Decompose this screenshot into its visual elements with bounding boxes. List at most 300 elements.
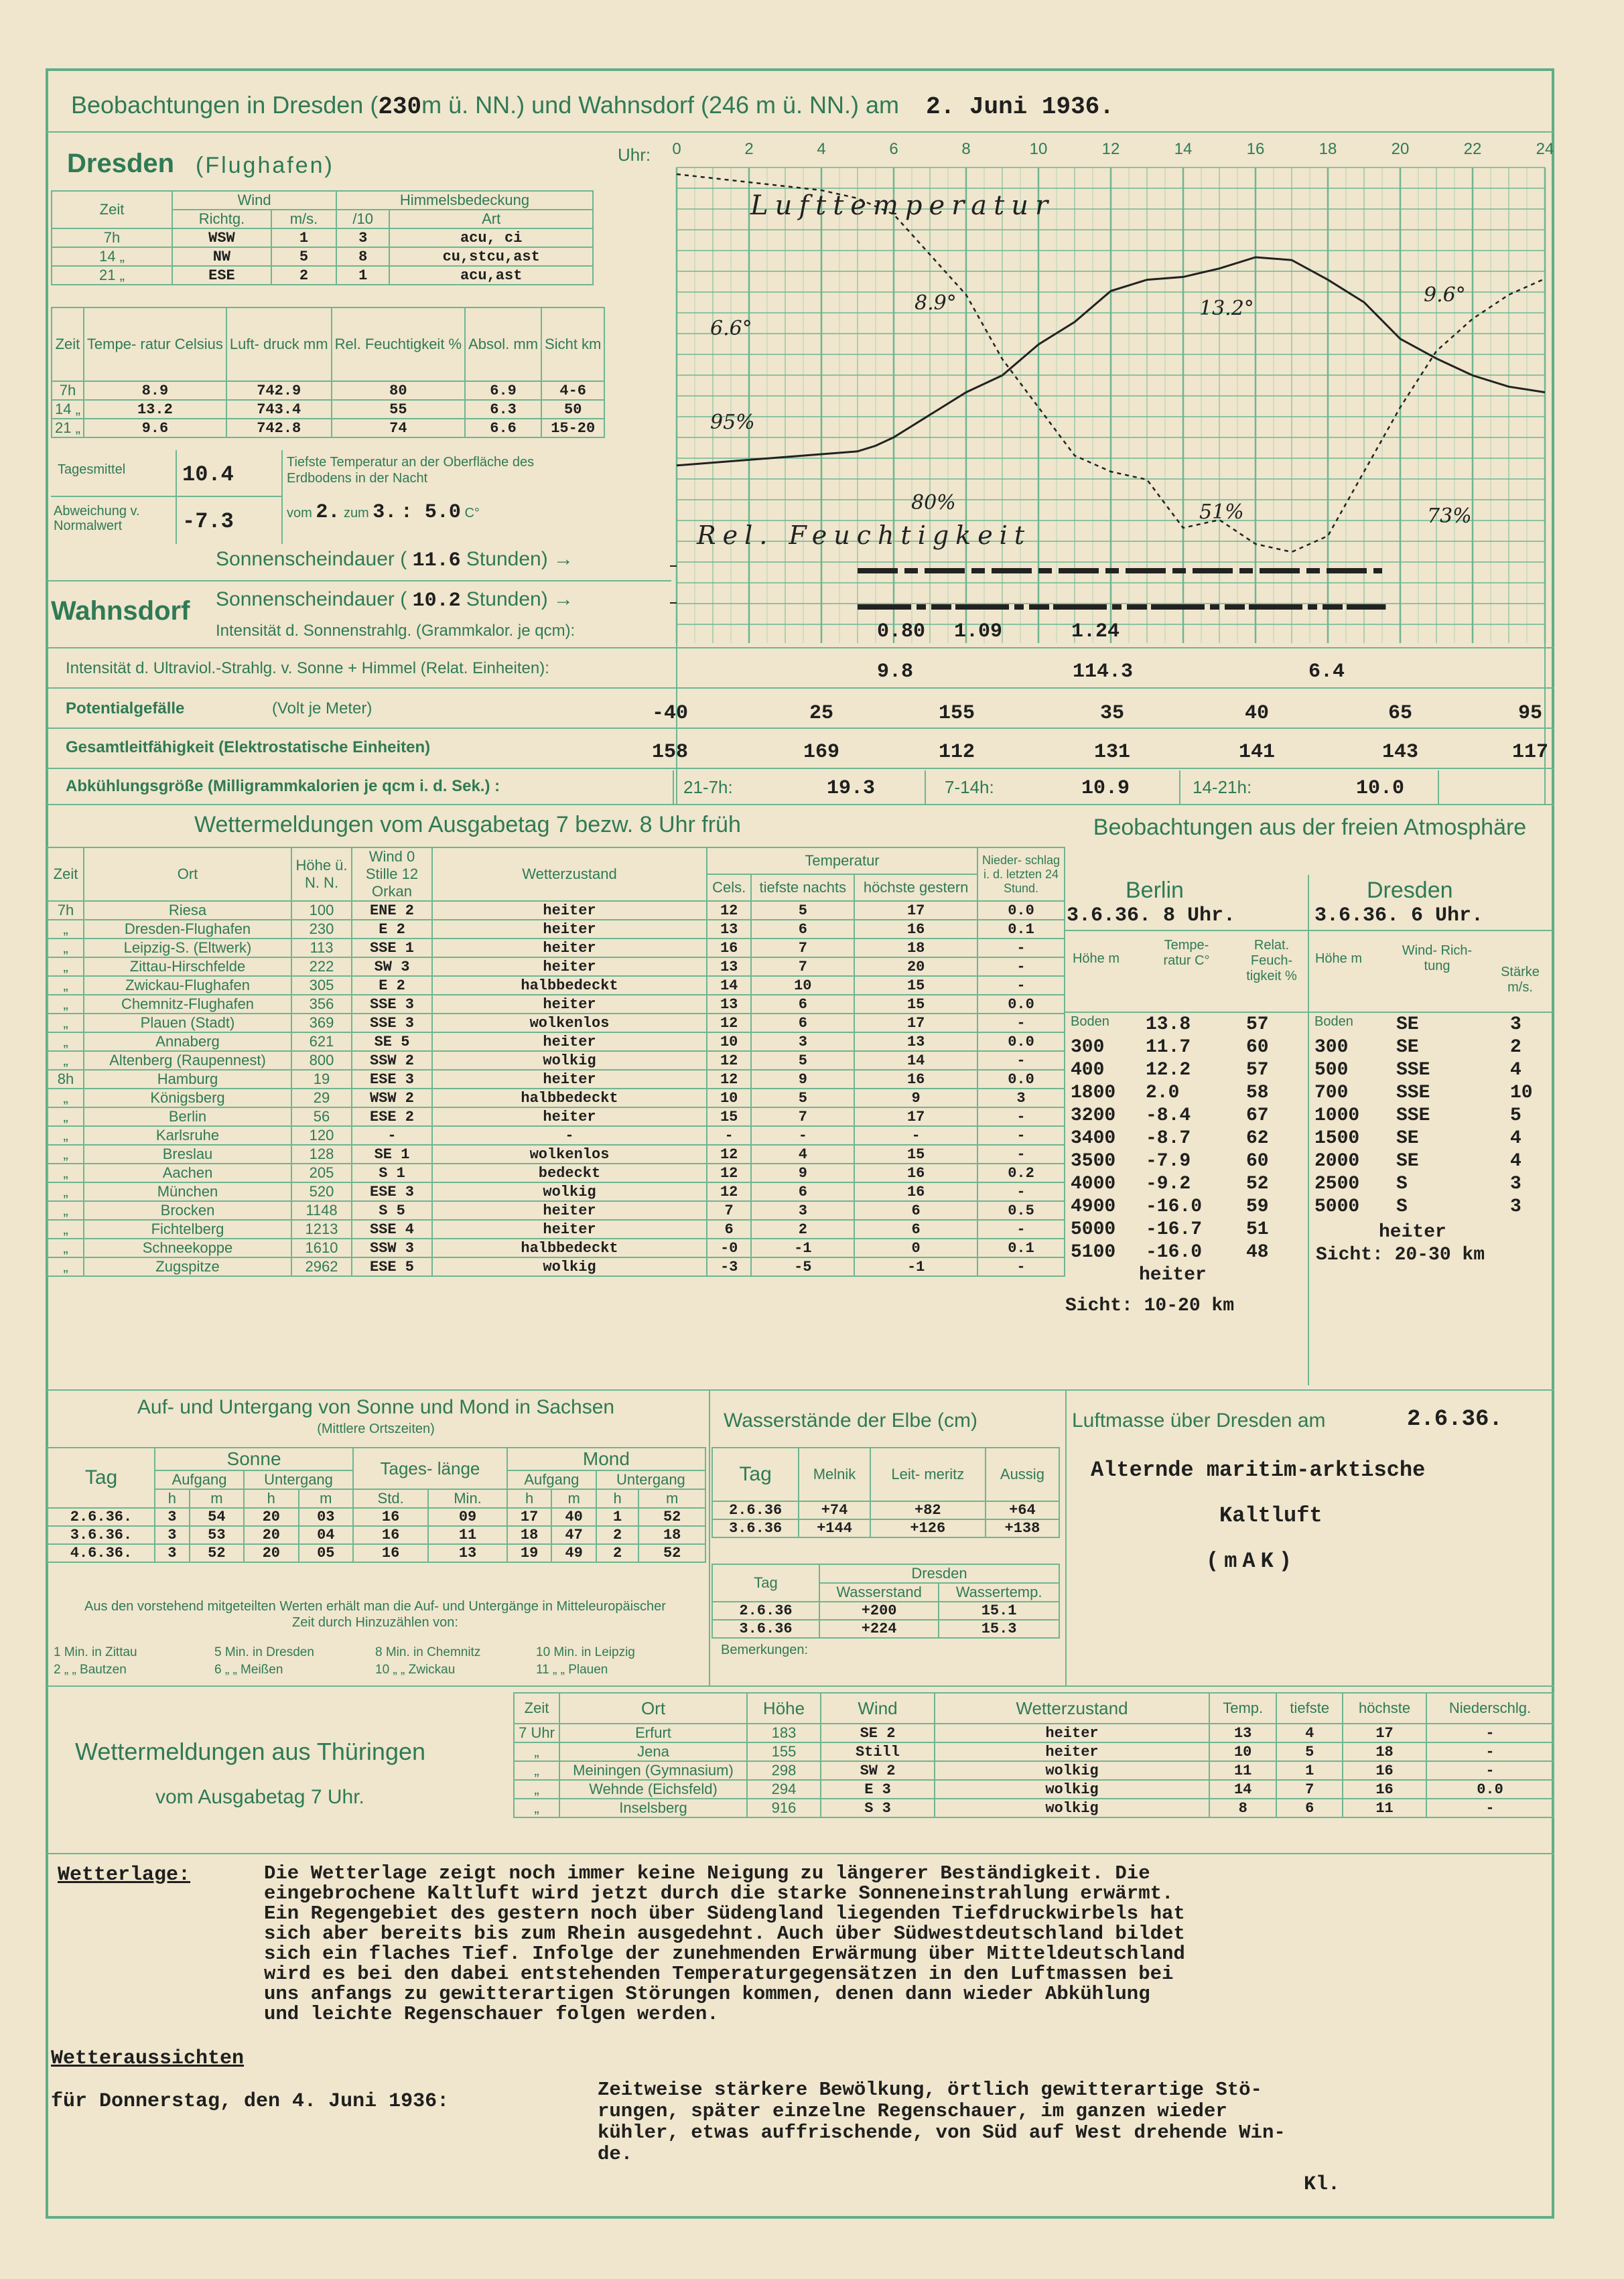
table-cell: 5 xyxy=(751,1051,854,1070)
table-row xyxy=(514,1724,1554,1742)
table-cell: 15.3 xyxy=(939,1620,1059,1638)
atmos-h-staerke: Stärke m/s. xyxy=(1501,965,1540,995)
table-cell: E 2 xyxy=(352,920,432,939)
table-cell: +82 xyxy=(870,1501,986,1519)
elbe-title: Wasserstände der Elbe (cm) xyxy=(724,1409,978,1432)
table-cell: 2962 xyxy=(291,1257,352,1276)
table-cell: ESE 3 xyxy=(352,1182,432,1201)
table-cell: „ xyxy=(48,1257,84,1276)
atmos-dresden-zustand: heiter xyxy=(1379,1222,1446,1243)
table-cell: +200 xyxy=(819,1602,939,1620)
ges-value: 117 xyxy=(1511,741,1549,764)
table-cell: halbbedeckt xyxy=(432,1089,707,1107)
table-row xyxy=(52,419,604,437)
sonne-correction: 10 „ „ Zwickau xyxy=(375,1663,456,1677)
table-cell: 12 xyxy=(707,1070,751,1089)
pot-value: 65 xyxy=(1388,702,1413,725)
table-cell: 13 xyxy=(1209,1724,1276,1742)
table-row xyxy=(48,1014,1065,1032)
wetterlage-line: eingebrochene Kaltluft wird jetzt durch die starke Sonneneinstrahlung erwärmt. xyxy=(264,1882,1174,1905)
intens-label: Intensität d. Sonnenstrahlg. (Grammkalor. je qcm): xyxy=(216,622,576,640)
pot-value: 40 xyxy=(1244,702,1270,725)
table-cell: Dresden-Flughafen xyxy=(84,920,291,939)
atmos-dresden-richt: SSE xyxy=(1396,1060,1430,1081)
table-cell: SSW 2 xyxy=(352,1051,432,1070)
table-cell: 743.4 xyxy=(226,400,332,419)
chart-annotation: 95% xyxy=(710,411,755,434)
table-cell: „ xyxy=(48,1032,84,1051)
table-row xyxy=(514,1742,1554,1761)
table-cell: Karlsruhe xyxy=(84,1126,291,1145)
atmos-title: Beobachtungen aus der freien Atmosphäre xyxy=(1093,815,1527,840)
uv-value: 114.3 xyxy=(1072,661,1134,683)
table-cell: 15 xyxy=(854,995,977,1014)
abk-label: Abkühlungsgröße (Milligrammkalorien je qcm i. d. Sek.) : xyxy=(66,777,500,795)
table-cell: 5 xyxy=(751,901,854,920)
aussichten-line: rungen, später einzelne Regenschauer, im ganzen wieder xyxy=(598,2100,1227,2122)
table-cell: 6 xyxy=(1276,1799,1343,1817)
table-cell: S 5 xyxy=(352,1201,432,1220)
table-cell: - xyxy=(1426,1799,1554,1817)
table-cell: 74 xyxy=(332,419,466,437)
chart-annotation: 51% xyxy=(1199,500,1244,524)
table-cell: Zwickau-Flughafen xyxy=(84,976,291,995)
table-cell: heiter xyxy=(432,920,707,939)
table-row xyxy=(48,1032,1065,1051)
atmos-berlin-feucht: 48 xyxy=(1246,1242,1269,1263)
table-row xyxy=(48,1257,1065,1276)
table-cell: 369 xyxy=(291,1014,352,1032)
table-cell: halbbedeckt xyxy=(432,1239,707,1257)
table-row xyxy=(48,1220,1065,1239)
table-cell: 7 xyxy=(751,939,854,957)
table-cell: - xyxy=(977,1051,1065,1070)
table-cell: 916 xyxy=(747,1799,821,1817)
table-cell: 13.2 xyxy=(84,400,226,419)
table-cell: SE 2 xyxy=(821,1724,935,1742)
header-title: Beobachtungen in Dresden (230m ü. NN.) und Wahnsdorf (246 m ü. NN.) am 2. Juni 1936. xyxy=(71,91,1114,121)
pot-value: -40 xyxy=(651,702,689,725)
atmos-berlin-feucht: 58 xyxy=(1246,1083,1269,1103)
atmos-berlin-height: 3200 xyxy=(1071,1105,1116,1126)
table-cell: - xyxy=(977,1220,1065,1239)
wetterlage-line: uns anfangs zu gewitterartigen Störungen kommen, denen dann wieder Abkühlung xyxy=(264,1983,1150,2005)
table-cell: 4 xyxy=(751,1145,854,1164)
wetterlage-line: Die Wetterlage zeigt noch immer keine Neigung zu längerer Beständigkeit. Die xyxy=(264,1862,1150,1884)
aussichten-text xyxy=(598,2079,1286,2165)
table-cell: 0.0 xyxy=(977,1070,1065,1089)
intens-value: 1.24 xyxy=(1071,620,1120,643)
table-cell: 47 xyxy=(551,1526,596,1544)
atmos-dresden-height: 2500 xyxy=(1314,1174,1360,1194)
table-cell: 20 xyxy=(244,1508,299,1526)
table-cell: wolkig xyxy=(432,1257,707,1276)
table-cell: Plauen (Stadt) xyxy=(84,1014,291,1032)
table-cell: SW 2 xyxy=(821,1761,935,1780)
table-cell: 113 xyxy=(291,939,352,957)
table-cell: 52 xyxy=(638,1508,705,1526)
table-cell: 4 xyxy=(1276,1724,1343,1742)
table-cell: 800 xyxy=(291,1051,352,1070)
table-cell: Aachen xyxy=(84,1164,291,1182)
table-row xyxy=(48,1526,705,1544)
table-row xyxy=(712,1620,1059,1638)
table-cell: Annaberg xyxy=(84,1032,291,1051)
table-cell: 3 xyxy=(751,1201,854,1220)
table-cell: 100 xyxy=(291,901,352,920)
table-cell: 21 „ xyxy=(52,419,84,437)
atmos-berlin-feucht: 67 xyxy=(1246,1105,1269,1126)
sonne-table: Tag Sonne Tages- länge Mond Aufgang Untergang Aufgang Untergang h m h m Std. Min. h m h m 2.6.36. 3 54 20 03 16 09 17 40 1 52 3.6.36. 3 53 20 04 16 11 18 47 2 18 4.6.36. 3 52 20 05 16 13 19 49 2 52 xyxy=(47,1447,706,1563)
table-cell: 742.9 xyxy=(226,381,332,400)
atmos-berlin-height: 4900 xyxy=(1071,1196,1116,1217)
atmos-dresden-staerke: 3 xyxy=(1510,1014,1521,1035)
table-cell: 16 xyxy=(353,1544,428,1562)
table-cell: „ xyxy=(48,1107,84,1126)
table-cell: 14 xyxy=(707,976,751,995)
table-cell: 0.0 xyxy=(977,995,1065,1014)
aussichten-line: kühler, etwas auffrischende, von Süd auf West drehende Win- xyxy=(598,2122,1286,2144)
table-cell: ESE 3 xyxy=(352,1070,432,1089)
atmos-berlin-height: 400 xyxy=(1071,1060,1105,1081)
hour-tick-label: 22 xyxy=(1463,140,1482,158)
table-cell: „ xyxy=(48,1014,84,1032)
table-cell: „ xyxy=(48,995,84,1014)
table-cell: SSE 3 xyxy=(352,995,432,1014)
table-cell: WSW 2 xyxy=(352,1089,432,1107)
hour-tick-label: 0 xyxy=(672,140,681,158)
pot-value: 35 xyxy=(1099,702,1125,725)
table-cell: wolkig xyxy=(432,1182,707,1201)
luftmasse-label: Luftmasse über Dresden am xyxy=(1072,1409,1326,1432)
atmos-h-richt: Wind- Rich- tung xyxy=(1402,943,1473,973)
table-cell: 520 xyxy=(291,1182,352,1201)
table-cell: heiter xyxy=(432,1032,707,1051)
atmos-h-hoehe2: Höhe m xyxy=(1314,951,1363,966)
sonne-sub: (Mittlere Ortszeiten) xyxy=(317,1422,435,1436)
table-cell: wolkenlos xyxy=(432,1014,707,1032)
atmos-dresden-sicht: Sicht: 20-30 km xyxy=(1316,1245,1485,1265)
table-cell: E 3 xyxy=(821,1780,935,1799)
table-cell: heiter xyxy=(432,995,707,1014)
wetter-title: Wettermeldungen vom Ausgabetag 7 bezw. 8 Uhr früh xyxy=(194,812,741,837)
table-cell: Riesa xyxy=(84,901,291,920)
table-cell: -1 xyxy=(751,1239,854,1257)
table-cell: +126 xyxy=(870,1519,986,1537)
table-cell: 0.0 xyxy=(977,1032,1065,1051)
table-cell: „ xyxy=(514,1742,559,1761)
tiefste-label: Tiefste Temperatur an der Oberfläche des Erdbodens in der Nacht xyxy=(287,455,535,486)
table-cell: 12 xyxy=(707,1051,751,1070)
table-row xyxy=(48,1126,1065,1145)
table-cell: Brocken xyxy=(84,1201,291,1220)
table-cell: 80 xyxy=(332,381,466,400)
abk-range: 7-14h: xyxy=(945,777,994,797)
atmos-dresden-staerke: 4 xyxy=(1510,1060,1521,1081)
thueringen-subtitle: vom Ausgabetag 7 Uhr. xyxy=(155,1786,364,1808)
table-cell: 14 „ xyxy=(52,400,84,419)
table-cell: 0.2 xyxy=(977,1164,1065,1182)
aussichten-line: de. xyxy=(598,2143,633,2165)
ges-value: 169 xyxy=(803,741,840,764)
sonne-title: Auf- und Untergang von Sonne und Mond in Sachsen xyxy=(137,1396,615,1418)
table-cell: 20 xyxy=(244,1544,299,1562)
table-cell: 3.6.36 xyxy=(712,1620,819,1638)
table-cell: 155 xyxy=(747,1742,821,1761)
table-cell: S 3 xyxy=(821,1799,935,1817)
table-cell: 19 xyxy=(291,1070,352,1089)
table-cell: 17 xyxy=(854,1107,977,1126)
table-row xyxy=(712,1501,1059,1519)
table-cell: cu,stcu,ast xyxy=(389,247,593,266)
atmos-dresden-height: 500 xyxy=(1314,1060,1349,1081)
table-cell: „ xyxy=(48,957,84,976)
table-cell: 9 xyxy=(751,1070,854,1089)
table-cell: SSW 3 xyxy=(352,1239,432,1257)
dresden-obs-table: Zeit Tempe- ratur Celsius Luft- druck mm Rel. Feuchtigkeit % Absol. mm Sicht km 7h 8.9 742.9 80 6.9 4-6 14 „ 13.2 743.4 55 6.3 50 21 „ 9.6 742.8 74 6.6 15-20 xyxy=(51,307,605,438)
table-cell: 2 xyxy=(751,1220,854,1239)
table-cell: +74 xyxy=(799,1501,870,1519)
table-row xyxy=(52,381,604,400)
atmos-berlin-temp: 12.2 xyxy=(1146,1060,1191,1081)
table-cell: bedeckt xyxy=(432,1164,707,1182)
table-cell: 10 xyxy=(1209,1742,1276,1761)
table-cell: 3 xyxy=(336,228,389,247)
table-cell: 16 xyxy=(854,1164,977,1182)
table-cell: „ xyxy=(514,1780,559,1799)
dresden-title: Dresden xyxy=(67,149,175,178)
table-row xyxy=(48,1089,1065,1107)
table-row xyxy=(48,976,1065,995)
wetter-table: Zeit Ort Höhe ü. N. N. Wind 0 Stille 12 Orkan Wetterzustand Temperatur Nieder- schlag i. d. letzten 24 Stund. Cels. tiefste nachts höchste gestern 7h Riesa 100 ENE 2 heiter 12 5 17 0.0 „ Dresden-Flughafen 230 E 2 heiter 13 6 16 0.1 „ Leipzig-S. (Eltwerk) 113 SSE 1 heiter 16 7 18 - „ Zittau-Hirschfelde 222 SW 3 heiter 13 7 20 - „ Zwickau-Flughafen 305 E 2 halbbedeckt 14 10 15 - „ Chemnitz-Flughafen 356 SSE 3 heiter 13 6 15 0.0 „ Plauen (Stadt) 369 SSE 3 wolkenlos 12 6 17 - „ Annaberg 621 SE 5 heiter 10 3 13 0.0 „ Altenberg (Raupennest) 800 SSW 2 wolkig 12 5 14 - 8h Hamburg 19 ESE 3 heiter 12 9 16 0.0 „ Königsberg 29 WSW 2 halbbedeckt 10 5 9 3 „ Berlin 56 ESE 2 heiter 15 7 17 - „ Karlsruhe 120 - - - - - - „ Breslau 128 SE 1 wolkenlos 12 4 15 - „ Aachen 205 S 1 bedeckt 12 9 16 0.2 „ München 520 ESE 3 wolkig 12 6 16 - „ Brocken 1148 S 5 heiter 7 3 6 0.5 „ Fichtelberg 1213 SSE 4 heiter 6 2 6 - „ Schneekoppe 1610 SSW 3 halbbedeckt -0 -1 0 0.1 „ Zugspitze 2962 ESE 5 wolkig -3 -5 -1 - xyxy=(47,847,1065,1277)
wetterlage-line: wird es bei den dabei entstehenden Temperaturgegensätzen in den Luftmassen bei xyxy=(264,1963,1174,1985)
table-row xyxy=(48,1051,1065,1070)
table-cell: SW 3 xyxy=(352,957,432,976)
table-row xyxy=(48,1201,1065,1220)
table-row xyxy=(514,1799,1554,1817)
table-cell: 15-20 xyxy=(541,419,604,437)
table-cell: ESE xyxy=(172,266,271,285)
table-cell: 14 xyxy=(854,1051,977,1070)
intens-value: 0.80 xyxy=(876,620,926,643)
table-cell: 10 xyxy=(707,1032,751,1051)
table-cell: NW xyxy=(172,247,271,266)
abweichung-label: Abweichung v. Normalwert xyxy=(54,504,140,533)
table-cell: ENE 2 xyxy=(352,901,432,920)
table-row xyxy=(48,920,1065,939)
atmos-dresden-staerke: 5 xyxy=(1510,1105,1521,1126)
table-cell: +224 xyxy=(819,1620,939,1638)
table-cell: 16 xyxy=(854,920,977,939)
atmos-dresden-height: 1500 xyxy=(1314,1128,1360,1149)
chart-annotation: 80% xyxy=(911,491,956,514)
table-cell: Leipzig-S. (Eltwerk) xyxy=(84,939,291,957)
table-cell: E 2 xyxy=(352,976,432,995)
table-cell: 9 xyxy=(751,1164,854,1182)
atmos-berlin-height: 3500 xyxy=(1071,1151,1116,1172)
table-cell: Altenberg (Raupennest) xyxy=(84,1051,291,1070)
table-row xyxy=(48,1239,1065,1257)
table-cell: - xyxy=(977,1145,1065,1164)
table-cell: „ xyxy=(514,1761,559,1780)
table-cell: 6 xyxy=(751,995,854,1014)
table-cell: - xyxy=(352,1126,432,1145)
table-cell: Erfurt xyxy=(559,1724,747,1742)
atmos-dresden-staerke: 10 xyxy=(1510,1083,1533,1103)
atmos-berlin-temp: -8.7 xyxy=(1146,1128,1191,1149)
sonne-correction: 1 Min. in Zittau xyxy=(54,1645,137,1659)
atmos-berlin-temp: -16.7 xyxy=(1146,1219,1203,1240)
table-cell: 5 xyxy=(1276,1742,1343,1761)
table-cell: 0.0 xyxy=(1426,1780,1554,1799)
table-cell: 9.6 xyxy=(84,419,226,437)
ges-value: 143 xyxy=(1381,741,1419,764)
sonne-correction: 8 Min. in Chemnitz xyxy=(375,1645,481,1659)
hour-tick-label: 2 xyxy=(744,140,754,158)
table-cell: 17 xyxy=(854,901,977,920)
abk-range: 21-7h: xyxy=(683,777,733,797)
abk-value: 10.9 xyxy=(1081,777,1130,800)
table-cell: „ xyxy=(48,1145,84,1164)
table-cell: 6.6 xyxy=(465,419,541,437)
atmos-dresden-height: 5000 xyxy=(1314,1196,1360,1217)
table-cell: „ xyxy=(48,1220,84,1239)
table-cell: 0.1 xyxy=(977,1239,1065,1257)
table-cell: 6.9 xyxy=(465,381,541,400)
pot-value: 155 xyxy=(938,702,975,725)
table-cell: 16 xyxy=(854,1070,977,1089)
abk-divider xyxy=(1179,770,1180,804)
sonne-correction: 11 „ „ Plauen xyxy=(536,1663,608,1677)
table-cell: 6 xyxy=(854,1220,977,1239)
table-row xyxy=(52,228,593,247)
table-cell: - xyxy=(977,1257,1065,1276)
table-cell: 15 xyxy=(707,1107,751,1126)
table-cell: 294 xyxy=(747,1780,821,1799)
table-row xyxy=(52,266,593,285)
pot-value: 25 xyxy=(809,702,834,725)
table-cell: 6.3 xyxy=(465,400,541,419)
table-cell: - xyxy=(707,1126,751,1145)
chart-annotation: 6.6° xyxy=(710,317,752,340)
table-cell: 14 „ xyxy=(52,247,172,266)
atmos-dresden-staerke: 3 xyxy=(1510,1196,1521,1217)
table-cell: 16 xyxy=(707,939,751,957)
hour-tick-label: 24 xyxy=(1536,140,1554,158)
table-cell: halbbedeckt xyxy=(432,976,707,995)
atmos-dresden-staerke: 4 xyxy=(1510,1128,1521,1149)
table-cell: 16 xyxy=(854,1182,977,1201)
table-cell: Inselsberg xyxy=(559,1799,747,1817)
table-cell: 298 xyxy=(747,1761,821,1780)
atmos-dresden-richt: SE xyxy=(1396,1151,1419,1172)
table-cell: „ xyxy=(48,976,84,995)
luftmasse-date: 2.6.36. xyxy=(1407,1407,1503,1432)
atmos-berlin-temp: -16.0 xyxy=(1146,1196,1203,1217)
table-cell: 55 xyxy=(332,400,466,419)
thueringen-title: Wettermeldungen aus Thüringen xyxy=(75,1738,426,1765)
wetterlage-line: sich aber bereits bis zum Rhein ausgedehnt. Auch über Südwestdeutschland bildet xyxy=(264,1923,1185,1945)
table-cell: 3.6.36. xyxy=(48,1526,155,1544)
table-cell: 12 xyxy=(707,1164,751,1182)
table-row xyxy=(48,901,1065,920)
atmos-berlin-height: 4000 xyxy=(1071,1174,1116,1194)
table-cell: 04 xyxy=(299,1526,354,1544)
table-cell: 53 xyxy=(190,1526,244,1544)
atmos-berlin-feucht: 62 xyxy=(1246,1128,1269,1149)
table-cell: „ xyxy=(48,1126,84,1145)
table-cell: 17 xyxy=(1343,1724,1426,1742)
table-cell: -1 xyxy=(854,1257,977,1276)
atmos-berlin-feucht: 51 xyxy=(1246,1219,1269,1240)
table-cell: „ xyxy=(48,1239,84,1257)
table-cell: 2.6.36. xyxy=(48,1508,155,1526)
table-cell: 1 xyxy=(1276,1761,1343,1780)
chart-annotation: 9.6° xyxy=(1424,283,1466,307)
table-cell: 18 xyxy=(507,1526,552,1544)
table-cell: Meiningen (Gymnasium) xyxy=(559,1761,747,1780)
table-cell: 4-6 xyxy=(541,381,604,400)
table-cell: 2 xyxy=(596,1544,638,1562)
table-cell: 11 xyxy=(1343,1799,1426,1817)
table-cell: 7 xyxy=(1276,1780,1343,1799)
table-cell: 1 xyxy=(336,266,389,285)
aussichten-date: für Donnerstag, den 4. Juni 1936: xyxy=(51,2090,450,2113)
table-cell: 15 xyxy=(854,1145,977,1164)
table-cell: heiter xyxy=(432,901,707,920)
table-cell: Schneekoppe xyxy=(84,1239,291,1257)
table-cell: acu, ci xyxy=(389,228,593,247)
table-cell: 9 xyxy=(854,1089,977,1107)
atmos-h-hoehe: Höhe m xyxy=(1072,951,1120,966)
table-row xyxy=(48,1508,705,1526)
table-cell: -3 xyxy=(707,1257,751,1276)
table-cell: 6 xyxy=(707,1220,751,1239)
atmos-dresden-richt: SSE xyxy=(1396,1083,1430,1103)
elbe-bemerkungen: Bemerkungen: xyxy=(721,1643,809,1657)
table-cell: 13 xyxy=(428,1544,507,1562)
table-cell: 8 xyxy=(336,247,389,266)
table-cell: 10 xyxy=(751,976,854,995)
atmos-dresden-height: 300 xyxy=(1314,1037,1349,1058)
atmos-berlin-feucht: 60 xyxy=(1246,1151,1269,1172)
table-row xyxy=(48,939,1065,957)
table-cell: 17 xyxy=(854,1014,977,1032)
table-cell: 0 xyxy=(854,1239,977,1257)
elbe-table: Tag Melnik Leit- meritz Aussig 2.6.36 +74 +82 +64 3.6.36 +144 +126 +138 xyxy=(712,1447,1060,1538)
table-cell: 03 xyxy=(299,1508,354,1526)
table-cell: 56 xyxy=(291,1107,352,1126)
hour-tick-label: 14 xyxy=(1174,140,1193,158)
dresden-sonnen: Sonnenscheindauer ( 11.6 Stunden) → xyxy=(216,548,574,572)
atmos-dresden-staerke: 2 xyxy=(1510,1037,1521,1058)
table-cell: 2 xyxy=(271,266,336,285)
table-cell: heiter xyxy=(432,1220,707,1239)
table-cell: 6 xyxy=(854,1201,977,1220)
atmos-berlin-feucht: 57 xyxy=(1246,1060,1269,1081)
table-cell: SE 1 xyxy=(352,1145,432,1164)
table-cell: 20 xyxy=(244,1526,299,1544)
table-row xyxy=(514,1761,1554,1780)
aussichten-line: Zeitweise stärkere Bewölkung, örtlich gewitterartige Stö- xyxy=(598,2079,1262,2101)
table-cell: 4.6.36. xyxy=(48,1544,155,1562)
table-cell: 6 xyxy=(751,1182,854,1201)
abk-value: 19.3 xyxy=(826,777,876,800)
atmos-dresden: Dresden xyxy=(1367,878,1453,903)
table-cell: 11 xyxy=(428,1526,507,1544)
table-row xyxy=(52,247,593,266)
table-cell: - xyxy=(977,939,1065,957)
